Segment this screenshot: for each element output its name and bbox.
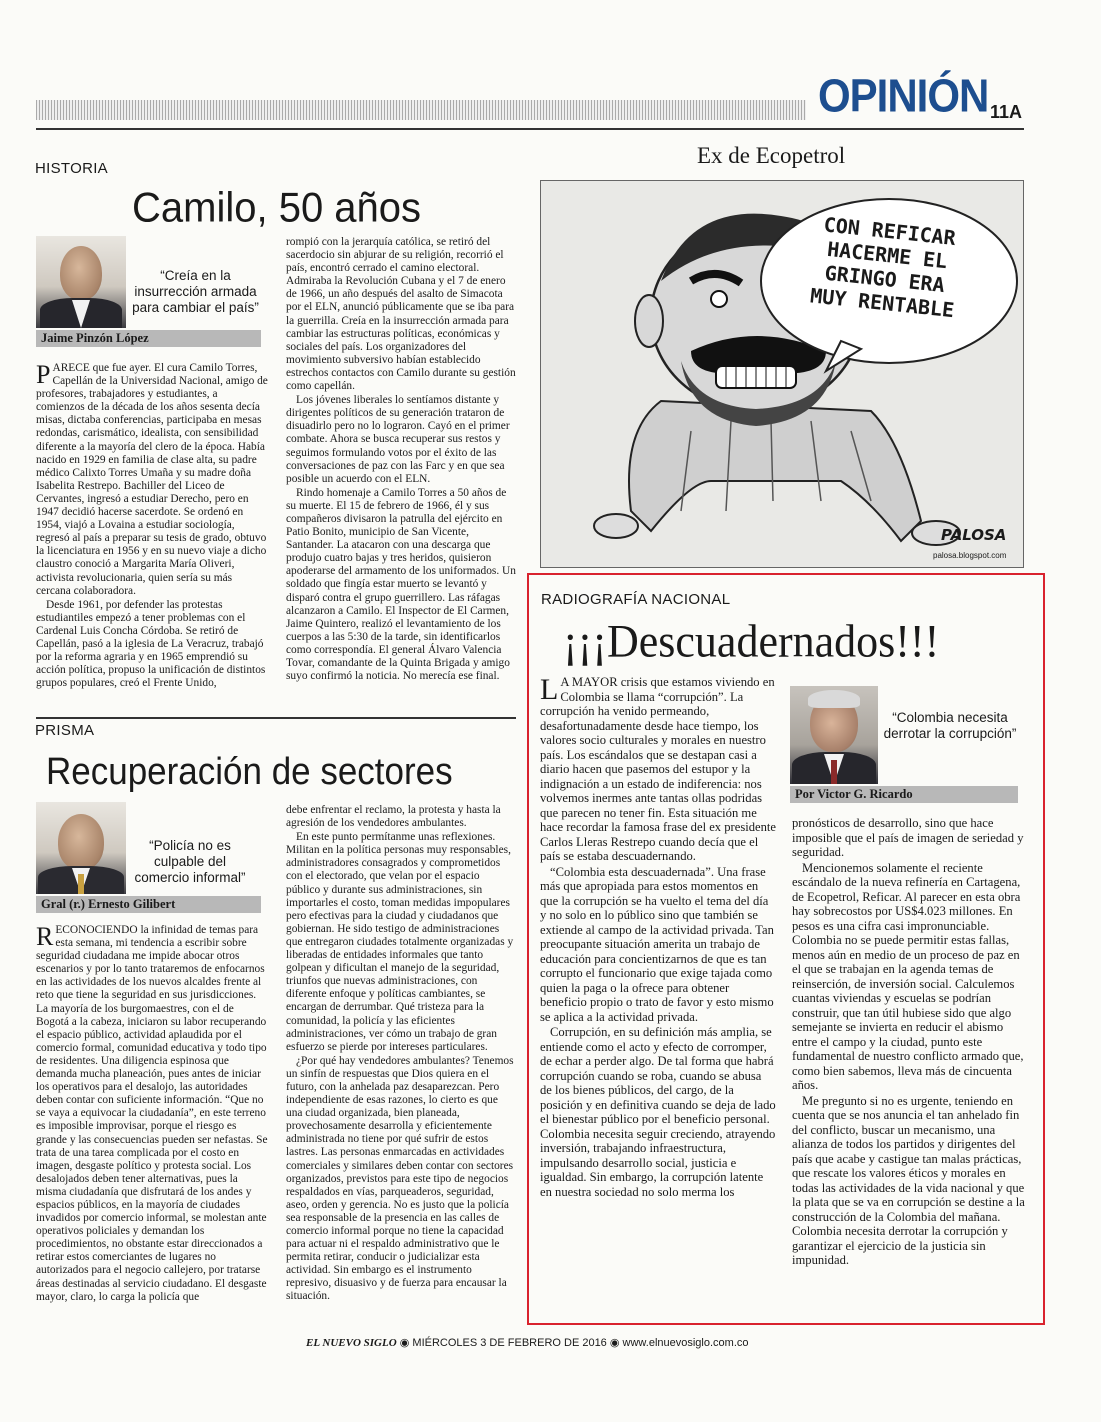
footer-paper: EL NUEVO SIGLO — [306, 1337, 397, 1349]
historia-paragraph: ARECE que fue ayer. El cura Camilo Torres, Capellán de la Universidad Nacional, amigo de profesores, trabajadores y estudiantes, a comienzos de la década de los años sesenta decía misas, dictaba conferencias, participaba en mesas redondas, carismático, idealista, con sensibilidad diferente a la mayoría del clero de la época. Había nacido en 1929 en familia de clase alta, su padre médico Calixto Torres Umaña y su madre doña Isabelita Restrepo. Bachiller del Liceo de Cervantes, ingresó a estudiar Derecho, pero en 1947 decidió hacerse sacerdote. Se ordenó en 1954, viajó a Lovaina a estudiar sociología, regresó al país a preparar su tesis de grado, obtuvo la licenciatura en 1956 y en su nuevo viaje a dicho claustro conoció a Margarita María Oliveri, activista revolucionaria, quien sería su más cercana colaboradora. — [36, 362, 268, 597]
footer-bullet-icon: ◉ — [399, 1337, 410, 1349]
radiografia-author: Por Victor G. Ricardo — [790, 786, 1018, 803]
historia-author: Jaime Pinzón López — [36, 330, 261, 347]
radiografia-paragraph: A MAYOR crisis que estamos viviendo en Colombia se llama “corrupción”. La corrupción ha venido permeando, desafortunadamente desde hace tiempo, los valores socio culturales y morales en nuestro país. Los escándalos que se destapan casi a diario hacen que pasemos del estupor y la indignación a un estado de indiferencia: nos volvemos inermes ante tantas ollas podridas que parecen no tener fin. Esta situación me hace recordar la famosa frase del ex presidente Carlos Lleras Restrepo cuando decía que el país se estaba descuadernando. — [540, 675, 776, 863]
historia-column-2 — [286, 236, 516, 684]
cartoon-speech: CON REFICAR HACERME EL GRINGO ERA MUY RENTABLE — [809, 212, 957, 323]
radiografia-paragraph: Corrupción, en su definición más amplia, se entiende como el acto y efecto de corromper, de echar a perder algo. De tal forma que habrá corrupción cuando se roba, cuando se abusa de los bienes públicos, del cargo, de la posición y en definitiva cuando se deja de lado el bienestar público por el beneficio personal. Colombia necesita seguir creciendo, atrayendo inversión, trabajando infraestructura, impulsando desarrollo social, justicia e igualdad. Sin embargo, la corrupción latente en nuestra sociedad no solo merma los — [540, 1025, 776, 1199]
radiografia-quote: “Colombia necesita derrotar la corrupción” — [883, 710, 1017, 741]
prisma-paragraph: debe enfrentar el reclamo, la protesta y hasta la agresión de los vendedores ambulantes. — [286, 804, 501, 830]
prisma-author-photo — [36, 802, 126, 894]
historia-column-1: PARECE que fue ayer. El cura Camilo Torres, Capellán de la Universidad Nacional, amigo de profesores, trabajadores y estudiantes, a comienzos de la década de los años sesenta decía misas, dictaba conferencias, participaba en mesas redondas, carismático, idealista, con sensibilidad diferente a la mayoría del clero de la época. Había nacido en 1929 en familia de clase alta, su padre médico Calixto Torres Umaña y su madre doña Isabelita Restrepo. Bachiller del Liceo de Cervantes, ingresó a estudiar Derecho, pero en 1947 decidió hacerse sacerdote. Se ordenó en 1954, viajó a Lovaina a estudiar sociología, regresó al país a preparar su tesis de grado, obtuvo la licenciatura en 1956 y en su nuevo viaje a dicho claustro conoció a Margarita María Oliveri, activista revolucionaria, quien sería su más cercana colaboradora. Desde 1961, por defender las protestas estudiantiles empezó a tener problemas con el Cardenal Luis Concha Córdoba. Se retiró de Capellán, pasó a la iglesia de La Veracruz, trabajó por la reforma agraria y en 1965 emprendió su acción política, propuso la unificación de distintos grupos populares, creó el Frente Unido, — [36, 360, 268, 690]
prisma-column-2 — [286, 804, 516, 1305]
historia-paragraph: Los jóvenes liberales lo sentíamos distante y dirigentes políticos de su generación trataron de disuadirlo pero no lo lograron. Cayó en el primer combate. Ahora se busca recuperar sus restos y seguimos formulando votos por el éxito de las conversaciones de paz con las Farc y en que sea posible un acuerdo con el ELN. — [286, 394, 510, 485]
radiografia-paragraph: pronósticos de desarrollo, sino que hace imposible que el país de imagen de seriedad y seguridad. — [792, 816, 1024, 859]
radiografia-paragraph: Me pregunto si no es urgente, teniendo en cuenta que se nos anuncia el tan anhelado fin del conflicto, buscar un mecanismo, una alianza de todos los partidos y dirigentes del país que acabe y castigue tan malas prácticas, que rescate los valores éticos y morales en todas las actividades de la vida nacional y que la plata que se va en corrupción se destine a la construcción de la Colombia del mañana. Colombia necesita derrotar la corrupción y garantizar el ejercicio de la justicia sin impunidad. — [792, 1093, 1025, 1267]
historia-paragraph: Rindo homenaje a Camilo Torres a 50 años de su muerte. El 15 de febrero de 1966, él y sus compañeros divisaron la patrulla del ejército en Patio Bonito, municipio de San Vicente, Santander. La atacaron con una descarga que produjo cuatro bajas y tres heridos, quisieron apoderarse del armamento de los uniformados. Un soldado que fingía estar muerto se levantó y disparó contra el grupo guerrillero. Las ráfagas alcanzaron a Camilo. El Inspector de El Carmen, Jaime Quintero, realizó el levantamiento de los cuerpos a las 5:30 de la tarde, sin identificarlos como correspondía. El general Álvaro Valencia Tovar, comandante de la Quinta Brigada y amigo suyo confirmó la noticia. No merecía ese final. — [286, 486, 516, 683]
header-rule — [36, 128, 1024, 130]
cartoon-site: palosa.blogspot.com — [933, 551, 1007, 560]
historia-kicker: HISTORIA — [35, 160, 108, 177]
prisma-kicker: PRISMA — [35, 722, 95, 739]
historia-paragraph: rompió con la jerarquía católica, se retiró del sacerdocio sin abjurar de su religión, recorrió el país, encontró cerrado el camino electoral. Admiraba la Revolución Cubana y el 7 de enero de 1966, un año después del asalto de Simacota por el ELN, anunció públicamente que se iba para la guerrilla. Creía en la insurrección armada para cambiar las estructuras políticas, económicas y sociales del país. Los organizadores del movimiento subversivo habían establecido estrechos contactos con Camilo durante su gestión como capellán. — [286, 236, 516, 393]
prisma-author: Gral (r.) Ernesto Gilibert — [36, 896, 261, 913]
header-band — [36, 100, 806, 120]
cartoon-title: Ex de Ecopetrol — [697, 143, 846, 168]
historia-author-photo — [36, 236, 126, 328]
footer-bullet-icon: ◉ — [609, 1337, 620, 1349]
prisma-paragraph: ¿Por qué hay vendedores ambulantes? Tenemos un sinfín de respuestas que Dios quiera en el futuro, con la anhelada paz desaparezcan. Pero independiente de esas razones, lo cierto es que una ciudad organizada, bien planeada, provechosamente desarrolla y eficientemente administrada no tiene por qué sufrir de estos lastres. Las personas enmarcadas en actividades comerciales y similares deben contar con sectores organizados, previstos para este tipo de negocios respaldados en vías, parqueaderos, seguridad, aseo, orden y gerencia. No es justo que la policía sea responsable de la presencia en las calles de comercio informal porque no tiene la capacidad para actuar ni el respaldo administrativo que le permita retirar, conducir o judicializar esta actividad. Sin embargo es el instrumento represivo, disuasivo y de fuerza para encausar la situación. — [286, 1054, 514, 1303]
radiografia-title: ¡¡¡Descuadernados!!! — [563, 615, 940, 668]
section-divider — [36, 717, 516, 719]
cartoon-signature: PALOSA — [941, 526, 1007, 544]
radiografia-paragraph: Mencionemos solamente el reciente escándalo de la nueva refinería en Cartagena, de Ecopetrol, Reficar. Al parecer en esta obra hay sobrecostos por US$4.023 millones. En pesos es una cifra casi impronunciable. Colombia no se puede permitir estas fallas, menos aún en medio de un proceso de paz en el que se trabajan en la agenda temas de reinserción, de inversión social. Calculemos cuantas viviendas y escuelas se podrían construir, que tan útil hubiese sido que algo semejante se invierta en reducir el abismo entre el campo y la ciudad, punto este fundamental de nuestro conflicto armado que, como bien sabemos, lleva más de cincuenta años. — [792, 860, 1024, 1092]
radiografia-column-1: L A MAYOR crisis que estamos viviendo en Colombia se llama “corrupción”. La corrupción ha venido permeando, desafortunadamente desde hace tiempo, los valores socio culturales y morales en nuestro país. Los escándalos que se destapan casi a diario hacen que pasemos del estupor y la indignación a un estado de indiferencia: nos volvemos inermes ante tantas ollas podridas que parecen no tener fin. Esta situación me hace recordar la famosa frase del ex presidente Carlos Lleras Restrepo cuando decía que el país se estaba descuadernando. “Colombia esta descuadernada”. Una frase más que apropiada para estos momentos en que la corrupción se ha vuelto el tema del día y no solo en lo público sino que también se extiende al campo de la actividad privada. Tan preocupante situación amerita un trabajo de educación para concientizarnos de que es tan corrupto el funcionario que exige tajada como quien la paga o la ofrece para obtener beneficio propio o trato de favor y esto mismo se aplica a la actividad privada. Corrupción, en su definición más amplia, se entiende como el acto y efecto de corromper, de echar a perder algo. De tal forma que habrá corrupción cuando se roba, cuando se abusa de los bienes públicos, del cargo, de la posición y en definitiva cuando se deja de lado el bienestar público por el beneficio personal. Colombia necesita seguir creciendo, atrayendo inversión, trabajando infraestructura, impulsando desarrollo social, justicia e igualdad. Sin embargo, la corrupción latente en nuestra sociedad no solo merma los — [540, 673, 776, 1199]
section-title: OPINIÓN — [818, 69, 989, 122]
cartoon-frame — [540, 180, 1024, 568]
footer — [306, 1336, 749, 1349]
radiografia-paragraph: “Colombia esta descuadernada”. Una frase más que apropiada para estos momentos en que la corrupción se ha vuelto el tema del día y no solo en lo público sino que también se extiende al campo de la actividad privada. Tan preocupante situación amerita un trabajo de educación para concientizarnos de que es tan corrupto el funcionario que exige tajada como quien la paga o la ofrece para obtener beneficio propio o trato de favor y esto mismo se aplica a la actividad privada. — [540, 864, 774, 1024]
prisma-column-1: RECONOCIENDO la infinidad de temas para esta semana, mi tendencia a escribir sobre seguridad ciudadana me impide abocar otros escenarios y por lo tanto trataremos de enfocarnos en las actividades de los nuevos alcaldes frente al reto que tiene la seguridad en sus jurisdicciones. La mayoría de los burgomaestres, con el de Bogotá a la cabeza, iniciaron su labor recuperando el espacio público, actividad aplaudida por el comercio formal, comunidad educativa y todo tipo de residentes. Una diligencia espinosa que demanda mucha planeación, pues antes de iniciar los operativos para el desalojo, las autoridades deben contar con suficiente información. “Que no se vaya a equivocar la ciudadanía”, en este terreno es imposible improvisar, porque el riesgo es grande y las consecuencias pueden ser nefastas. Se trata de una tarea complicada por el costo en imagen, desgaste político y protesta social. Los desalojados deben tener alternativas, pues la misma ciudadanía que disfrutará de los andes y espacios públicos, en la mayoría de ciudades invadidos por comercio informal, se molestan ante operativos policiales y demandan los procedimientos, no obstante estar direccionados a retirar estos comerciantes de lugares no autorizados para el negocio callejero, por tratarse áreas destinadas al servicio ciudadano. El desgaste mayor, claro, lo carga la policía que — [36, 922, 268, 1303]
radiografia-kicker: RADIOGRAFÍA NACIONAL — [541, 591, 731, 608]
historia-title: Camilo, 50 años — [132, 184, 422, 232]
prisma-paragraph: En este punto permítanme unas reflexiones. Militan en la política personas muy responsables, administradores consagrados y comprometidos con el electorado, que velan por el espacio público y durante sus administraciones, sin importarles el costo, toman medidas impopulares pero efectivas para la ciudad y ciudadanos que gobiernan. He sido testigo de administraciones que entregaron ciudades totalmente organizadas y liberadas de entidades informales que tanto golpean y dificultan el manejo de la seguridad, triunfos que nuevas administraciones, con diferente enfoque y políticas cambiantes, se encargan de derrumbar. Qué tristeza para la comunidad, la policía y las eficientes administraciones, ver cómo un trabajo de gran esfuerzo se pierde por intereses particulares. — [286, 831, 514, 1053]
prisma-quote: “Policía no es culpable del comercio informal” — [134, 838, 246, 885]
radiografia-author-photo — [790, 686, 878, 784]
historia-quote: “Creía en la insurrección armada para cambiar el país” — [132, 268, 259, 315]
footer-site[interactable]: www.elnuevosiglo.com.co — [622, 1337, 749, 1349]
page-number: 11A — [990, 102, 1023, 122]
prisma-paragraph: ECONOCIENDO la infinidad de temas para esta semana, mi tendencia a escribir sobre seguridad ciudadana me impide abocar otros escenarios y por lo tanto trataremos de enfocarnos en las actividades de los nuevos alcaldes frente al reto que tiene la seguridad en sus jurisdicciones. La mayoría de los burgomaestres, con el de Bogotá a la cabeza, iniciaron su labor recuperando el espacio público, actividad aplaudida por el comercio formal, comunidad educativa y todo tipo de residentes. Una diligencia espinosa que demanda mucha planeación, pues antes de iniciar los operativos para el desalojo, las autoridades deben contar con suficiente información. “Que no se vaya a equivocar la ciudadanía”, en este terreno es imposible improvisar, porque el riesgo es grande y las consecuencias pueden ser nefastas. Se trata de una tarea complicada por el costo en imagen, desgaste político y protesta social. Los desalojados deben tener alternativas, pues la misma ciudadanía que disfrutará de los andes y espacios públicos, en la mayoría de ciudades invadidos por comercio informal, se molestan ante operativos policiales y demandan los procedimientos, no obstante estar direccionados a retirar estos comerciantes de lugares no autorizados para el negocio callejero, por tratarse áreas destinadas al servicio ciudadano. El desgaste mayor, claro, lo carga la policía que — [36, 924, 268, 1303]
prisma-title: Recuperación de sectores — [46, 750, 453, 793]
footer-date: MIÉRCOLES 3 DE FEBRERO DE 2016 — [412, 1337, 607, 1349]
radiografia-column-2 — [792, 816, 1028, 1269]
historia-paragraph: Desde 1961, por defender las protestas estudiantiles empezó a tener problemas con el Cardenal Luis Concha Córdoba. Se retiró de Capellán, pasó a la iglesia de La Veracruz, trabajó por la reforma agraria y en 1965 emprendió su acción política, propuso la unificación de distintos grupos populares, creó el Frente Unido, — [36, 598, 266, 690]
